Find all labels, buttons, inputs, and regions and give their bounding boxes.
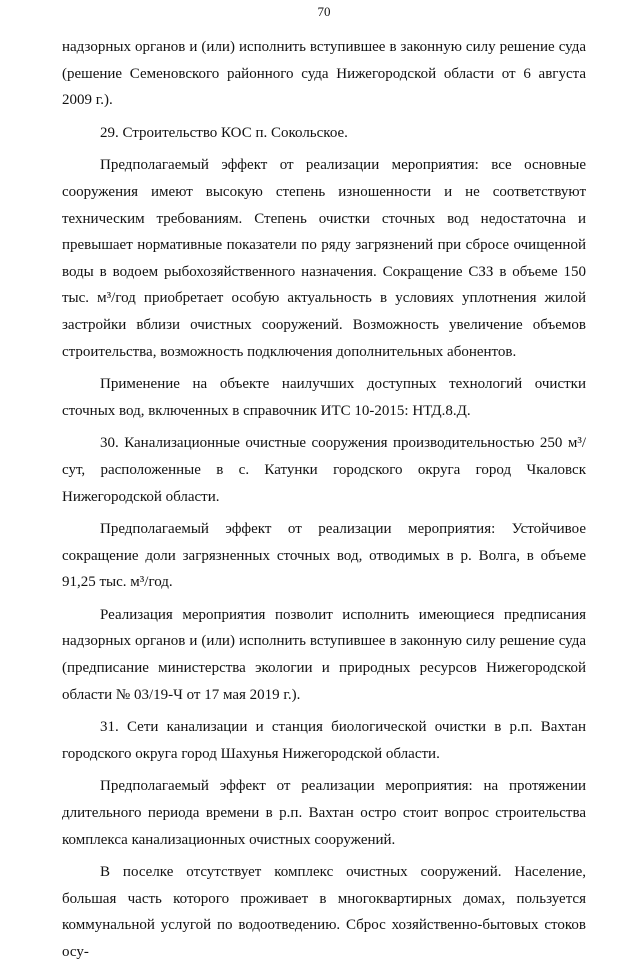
paragraph: Предполагаемый эффект от реализации мероприятия: все основные сооружения имеют высокую степень изношенности и не соответствуют техническим требованиям. Степень очистки сточных вод недостаточна и превышает нормативные показатели по ряду загрязнений при сбросе очищенной воды в водоем рыбохозяйственного назначения. Сокращение СЗЗ в объеме 150 тыс. м³/год приобретает особую актуальность в условиях уплотнения жилой застройки вблизи очистных сооружений. Возможность увеличение объемов строительства, возможность подключения дополнительных абонентов. bbox=[62, 157, 586, 360]
document-body bbox=[62, 34, 586, 972]
item-heading: 29. Строительство КОС п. Сокольское. bbox=[100, 124, 348, 141]
paragraph: В поселке отсутствует комплекс очистных сооружений. Население, большая часть которого проживает в многоквартирных домах, пользуется коммунальной услугой по водоотведению. Сброс хозяйственно-бытовых стоков осу- bbox=[62, 864, 586, 960]
paragraph: Применение на объекте наилучших доступных технологий очистки сточных вод, включенных в справочник ИТС 10-2015: НТД.8.Д. bbox=[62, 376, 586, 419]
page-number: 70 bbox=[317, 4, 331, 19]
paragraph: Предполагаемый эффект от реализации мероприятия: Устойчивое сокращение доли загрязненных сточных вод, отводимых в р. Волга, в объеме 91,25 тыс. м³/год. bbox=[62, 521, 586, 591]
paragraph: надзорных органов и (или) исполнить вступившее в законную силу решение суда (решение Семеновского районного суда Нижегородской области от 6 августа 2009 г.). bbox=[62, 39, 586, 109]
paragraph: Предполагаемый эффект от реализации мероприятия: на протяжении длительного периода времени в р.п. Вахтан остро стоит вопрос строительства комплекса канализационных очистных сооружений. bbox=[62, 778, 586, 848]
paragraph: Реализация мероприятия позволит исполнить имеющиеся предписания надзорных органов и (или) исполнить вступившее в законную силу решение суда (предписание министерства экологии и природных ресурсов Нижегородской области № 03/19-Ч от 17 мая 2019 г.). bbox=[62, 606, 586, 703]
item-heading: 30. Канализационные очистные сооружения производительностью 250 м³/сут, расположенные в с. Катунки городского округа город Чкаловск Нижегородской области. bbox=[62, 435, 586, 505]
item-heading: 31. Сети канализации и станция биологической очистки в р.п. Вахтан городского округа город Шахунья Нижегородской области. bbox=[62, 719, 586, 762]
